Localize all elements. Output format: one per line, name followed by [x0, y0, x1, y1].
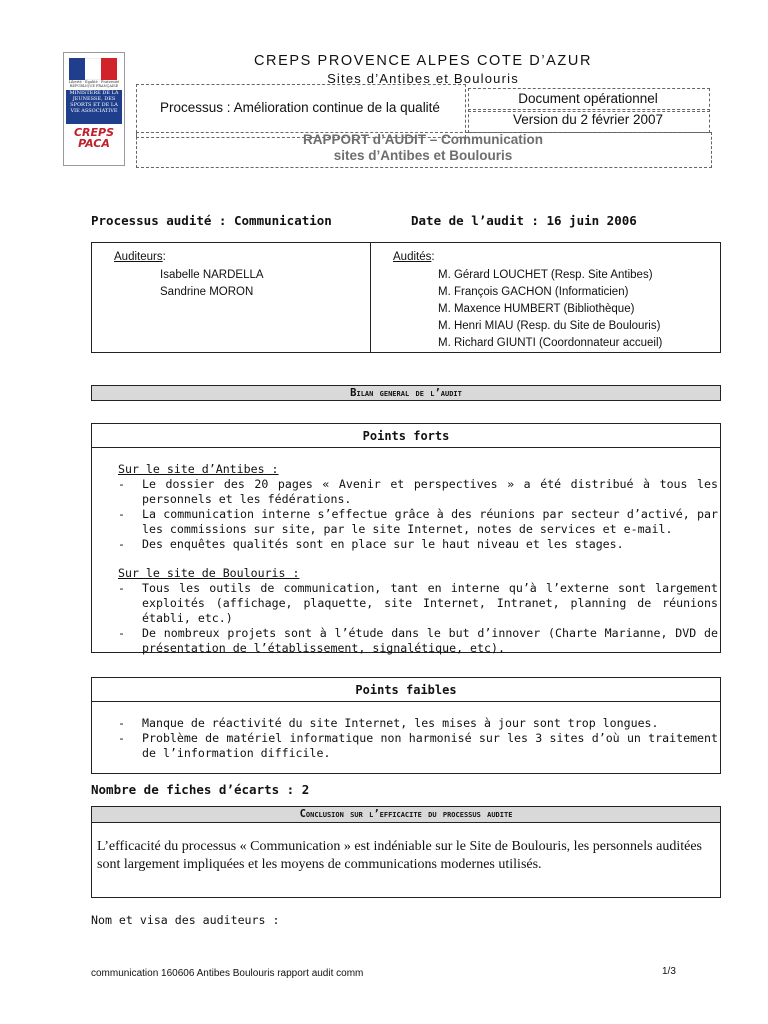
logo-creps: CREPS: [73, 126, 115, 139]
auditors-table-divider: [370, 242, 371, 353]
audite-name: M. Gérard LOUCHET (Resp. Site Antibes): [438, 269, 653, 281]
boulouris-heading: Sur le site de Boulouris :: [118, 566, 300, 580]
audites-suffix: :: [431, 251, 435, 263]
logo-paca: PACA: [78, 137, 110, 150]
auditeurs-heading: [114, 249, 166, 266]
audite-name: M. Richard GIUNTI (Coordonnateur accueil): [438, 337, 663, 349]
list-item: - Manque de réactivité du site Internet, les mises à jour sont trop longues.: [118, 716, 718, 731]
org-title: CREPS PROVENCE ALPES COTE D’AZUR: [253, 53, 593, 69]
list-item: - Problème de matériel informatique non harmonisé sur les 3 sites d’où un traitement de l’information difficile.: [118, 731, 718, 761]
bilan-section-bar: Bilan general de l’audit: [91, 385, 721, 401]
nb-ecarts: Nombre de fiches d’écarts : 2: [91, 782, 310, 797]
sites-subtitle: Sites d’Antibes et Boulouris: [327, 71, 519, 86]
antibes-heading: Sur le site d’Antibes :: [118, 462, 279, 476]
antibes-list: [118, 477, 718, 552]
audites-label: Audités: [393, 251, 432, 263]
audites-list: [438, 267, 662, 352]
auditeur-name: Sandrine MORON: [160, 286, 254, 298]
logo-caption: Liberté · Égalité · Fraternité RÉPUBLIQUE FRANÇAISE: [68, 80, 120, 88]
report-title-line2: sites d’Antibes et Boulouris: [333, 148, 513, 163]
audite-name: M. Henri MIAU (Resp. du Site de Boulouris): [438, 320, 661, 332]
list-item: - La communication interne s’effectue grâce à des réunions par secteur d’activé, par les commissions sur site, par le site Internet, notes de services et e-mail.: [118, 507, 718, 537]
faibles-list: [118, 716, 718, 761]
auditeurs-suffix: :: [162, 251, 166, 263]
version-label: Version du 2 février 2007: [512, 112, 664, 127]
list-item: - Tous les outils de communication, tant en interne qu’à l’externe sont largement exploités (affichage, plaquette, site Internet, Intranet, planning de réunions établi, etc.): [118, 581, 718, 626]
list-item: - De nombreux projets sont à l’étude dans le but d’innover (Charte Marianne, DVD de présentation de l’établissement, signalétique, etc).: [118, 626, 718, 656]
audit-date: Date de l’audit : 16 juin 2006: [411, 213, 637, 228]
creps-logo: [63, 52, 125, 166]
auditeurs-label: Auditeurs: [114, 251, 163, 263]
report-title-line1: RAPPORT d’AUDIT – Communication: [302, 132, 543, 147]
audite-name: M. Maxence HUMBERT (Bibliothèque): [438, 303, 635, 315]
footer-filename: communication 160606 Antibes Boulouris rapport audit comm: [91, 968, 364, 979]
auditeur-name: Isabelle NARDELLA: [160, 269, 264, 281]
points-faibles-title: Points faibles: [91, 677, 721, 702]
ministry-label: MINISTÈRE DE LA JEUNESSE, DES SPORTS ET DE LA VIE ASSOCIATIVE: [66, 90, 122, 124]
list-item: - Le dossier des 20 pages « Avenir et perspectives » a été distribué à tous les personnels et les fédérations.: [118, 477, 718, 507]
audite-name: M. François GACHON (Informaticien): [438, 286, 629, 298]
conclusion-section-bar: Conclusion sur l’efficacite du processus audite: [91, 806, 721, 823]
audites-heading: [393, 249, 435, 266]
audited-process: Processus audité : Communication: [91, 213, 332, 228]
process-label: Processus : Amélioration continue de la qualité: [160, 100, 440, 115]
nom-visa-label: Nom et visa des auditeurs :: [91, 913, 280, 927]
doc-type: Document opérationnel: [518, 91, 658, 106]
page-number: 1/3: [662, 966, 676, 977]
auditeurs-list: [160, 267, 264, 301]
list-item: - Des enquêtes qualités sont en place sur le haut niveau et les stages.: [118, 537, 718, 552]
boulouris-list: [118, 581, 718, 656]
points-forts-title: Points forts: [91, 423, 721, 448]
conclusion-text: L’efficacité du processus « Communication » est indéniable sur le Site de Boulouris, les personnels auditées sont largement impliquées et les moyens de communications modernes utilisés.: [97, 839, 702, 872]
